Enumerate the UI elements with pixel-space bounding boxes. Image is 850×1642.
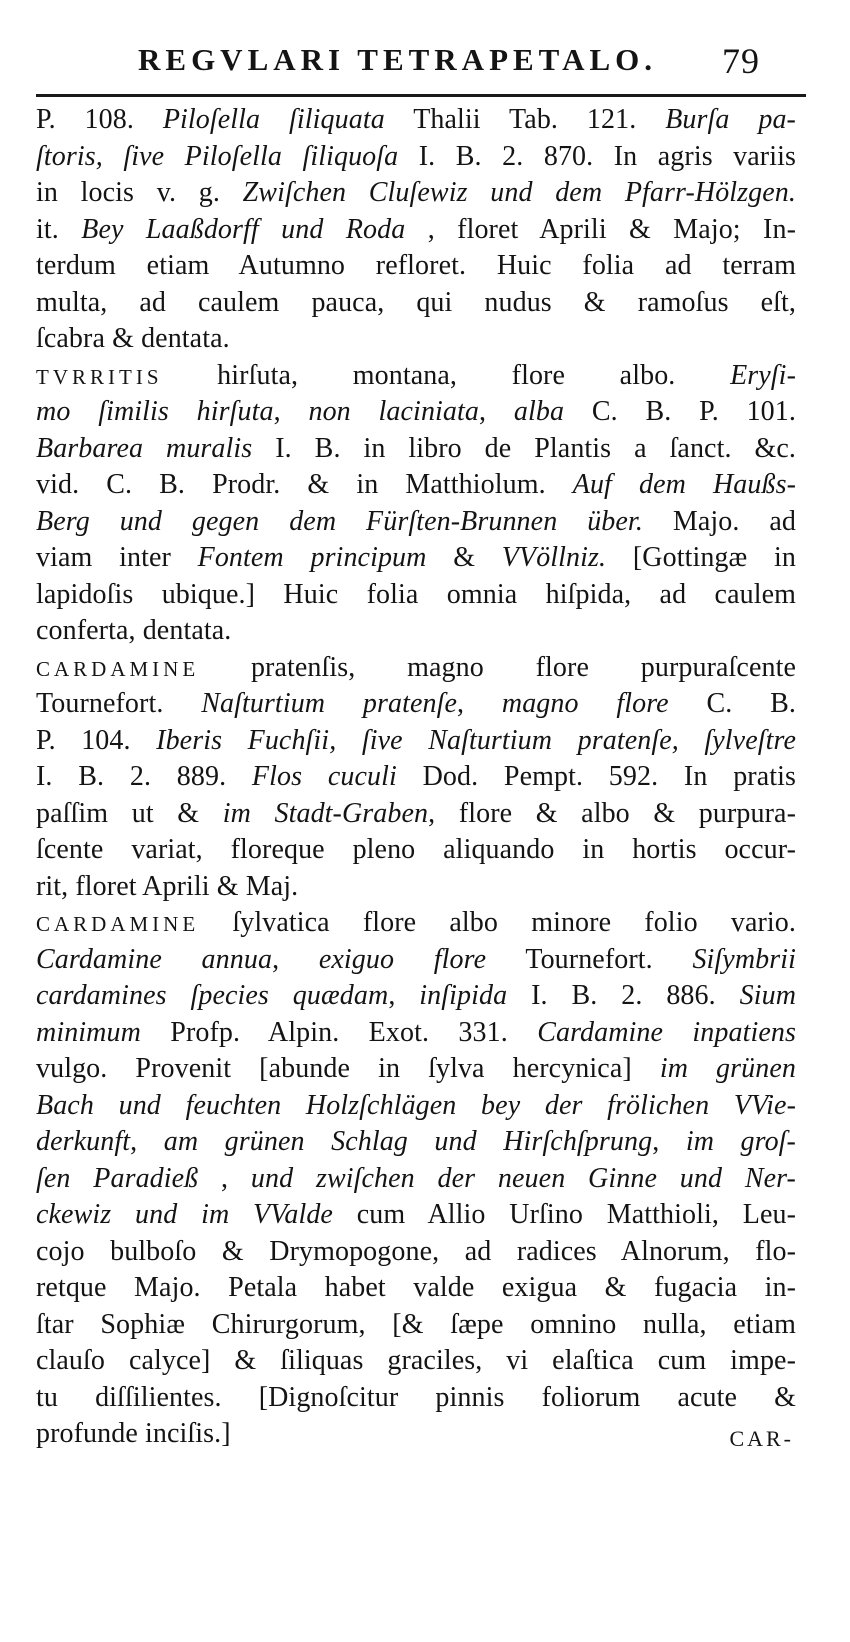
italic-run: Naſturtium pratenſe — [201, 688, 457, 719]
text-run: Tournefort. — [486, 943, 693, 975]
italic-run: alba — [513, 396, 565, 427]
text-run: C. B. P. 101. — [564, 396, 796, 427]
text-line — [36, 1197, 796, 1234]
text-line — [36, 905, 796, 942]
header-rule — [36, 94, 806, 97]
text-run: P. 104. — [36, 724, 157, 756]
text-run: , — [273, 396, 309, 427]
text-run: , — [198, 1162, 251, 1194]
text-run: , floret Aprili & Majo; In- — [405, 213, 796, 245]
italic-run: ſtoris, ſive Piloſella ſiliquoſa — [36, 140, 399, 172]
text-run: , flore & albo & purpura- — [428, 797, 796, 829]
text-line — [36, 869, 796, 906]
text-run: , — [457, 688, 502, 719]
text-run: Dod. Pempt. 592. In pratis — [396, 761, 796, 792]
italic-run: minimum — [36, 1016, 141, 1048]
text-line — [36, 796, 796, 833]
italic-run: Bey Laaßdorff und Roda — [81, 213, 406, 245]
running-title: REGVLARI TETRAPETALO. — [138, 42, 657, 77]
text-run: ſylvatica flore albo minore folio vario. — [199, 907, 796, 938]
italic-run: Zwiſchen Cluſewiz und dem Pfarr-Hölzgen. — [242, 177, 796, 208]
text-run: C. B. — [668, 688, 797, 719]
text-run: , — [479, 396, 514, 427]
italic-run: Cardamine annua — [36, 943, 273, 975]
italic-run: Cardamine inpatiens — [537, 1016, 796, 1048]
text-run: viam inter — [36, 542, 198, 573]
text-line — [36, 139, 796, 176]
text-line — [36, 212, 796, 249]
text-run: , — [652, 1126, 686, 1157]
italic-run: im grünen — [659, 1053, 796, 1084]
text-run: Tournefort. — [36, 688, 202, 719]
running-head — [120, 38, 760, 84]
text-run: in locis v. g. — [36, 177, 243, 208]
text-line — [36, 1051, 796, 1088]
text-line — [36, 723, 796, 760]
text-line — [36, 504, 796, 541]
italic-run: Berg und gegen dem Fürſten-Brunnen über. — [36, 505, 643, 537]
text-line — [36, 942, 796, 979]
text-run: clauſo calyce] & ſiliquas graciles, vi elaſtica cum impe- — [36, 1345, 796, 1376]
italic-run: im groſ- — [685, 1126, 796, 1157]
italic-run: Bach und feuchten Holzſchlägen bey der frölichen VVie- — [36, 1089, 796, 1121]
text-run: pratenſis, magno flore purpuraſcente — [199, 651, 796, 683]
text-run: hirſuta, montana, flore albo. — [162, 359, 731, 391]
plant-name: TVRRITIS — [36, 364, 163, 389]
text-run: tu diſſilientes. [Dignoſcitur pinnis foliorum acute & — [36, 1381, 796, 1413]
text-line — [36, 431, 796, 468]
text-line — [36, 650, 796, 687]
text-line — [36, 1307, 796, 1344]
italic-run: Eryſi- — [730, 359, 796, 391]
italic-run: im Stadt-Graben — [222, 797, 429, 829]
italic-run: ckewiz und im VValde — [36, 1199, 333, 1230]
text-run: Profp. Alpin. Exot. 331. — [140, 1016, 538, 1048]
text-line — [36, 1234, 796, 1271]
text-run: I. B. 2. 889. — [36, 761, 252, 792]
italic-run: mo ſimilis hirſuta — [36, 396, 274, 427]
text-line — [36, 1416, 796, 1453]
italic-run: Iberis Fuchſii, ſive Naſturtium pratenſe, ſylveſtre — [156, 724, 796, 756]
text-run: I. B. in libro de Plantis a ſanct. &c. — [252, 432, 796, 464]
text-run: & — [426, 542, 502, 573]
plant-name: CARDAMINE — [36, 656, 200, 681]
text-line — [36, 686, 796, 723]
text-line — [36, 613, 796, 650]
text-run: profunde inciſis.] — [36, 1418, 231, 1449]
italic-run: derkunft — [36, 1126, 131, 1157]
text-line — [36, 248, 796, 285]
text-run: vid. C. B. Prodr. & in Matthiolum. — [36, 469, 573, 500]
catchword: CAR- — [729, 1426, 794, 1451]
text-line — [36, 175, 796, 212]
italic-run: VVöllniz. — [501, 542, 607, 573]
text-line — [36, 394, 796, 431]
text-run: I. B. 2. 870. In agris variis — [398, 140, 796, 172]
page-number: 79 — [722, 41, 760, 81]
text-run: I. B. 2. 886. — [507, 980, 740, 1011]
text-run: Thalii Tab. 121. — [384, 104, 666, 135]
text-line — [36, 1124, 796, 1161]
text-line — [36, 1161, 796, 1198]
text-run: , — [388, 980, 420, 1011]
text-run: ſtar Sophiæ Chirurgorum, [& ſæpe omnino nulla, etiam — [36, 1308, 796, 1340]
text-run: ſcente variat, floreque pleno aliquando in hortis occur- — [36, 834, 796, 865]
text-run: terdum etiam Autumno refloret. Huic folia ad terram — [36, 250, 796, 281]
text-line — [36, 978, 796, 1015]
italic-run: Barbarea muralis — [36, 432, 253, 464]
text-line — [36, 1380, 796, 1417]
text-run: it. — [36, 213, 82, 245]
italic-run: magno flore — [501, 688, 669, 719]
italic-run: Flos cuculi — [251, 761, 397, 792]
text-run: lapidoſis ubique.] Huic folia omnia hiſpida, ad caulem — [36, 578, 796, 610]
italic-run: non laciniata — [308, 396, 479, 427]
text-line — [36, 102, 796, 139]
italic-run: cardamines ſpecies quædam — [36, 980, 389, 1011]
text-run: retque Majo. Petala habet valde exigua & fugacia in- — [36, 1272, 796, 1303]
text-line — [36, 1015, 796, 1052]
text-run: vulgo. Provenit [abunde in ſylva hercynica] — [36, 1053, 660, 1084]
text-run: conferta, dentata. — [36, 615, 232, 646]
text-run: [Gottingæ in — [606, 542, 796, 573]
text-line — [36, 358, 796, 395]
text-run: , — [272, 943, 319, 975]
text-line — [36, 540, 796, 577]
text-line — [36, 321, 796, 358]
italic-run: Siſymbrii — [692, 943, 797, 975]
italic-run: inſipida — [419, 980, 508, 1011]
italic-run: ſen Paradieß — [36, 1162, 199, 1194]
italic-run: Sium — [739, 980, 797, 1011]
paragraph — [36, 102, 796, 358]
text-run: ſcabra & dentata. — [36, 323, 230, 354]
italic-run: Burſa pa- — [665, 104, 796, 135]
text-run: , — [130, 1126, 164, 1157]
text-run: Majo. ad — [642, 505, 796, 537]
text-run: rit, floret Aprili & Maj. — [36, 870, 299, 902]
plant-name: CARDAMINE — [36, 912, 200, 936]
italic-run: Piloſella ſiliquata — [162, 104, 385, 135]
text-line — [36, 832, 796, 869]
text-line — [36, 285, 796, 322]
paragraph — [36, 358, 796, 650]
italic-run: exiguo flore — [318, 943, 487, 975]
text-line — [36, 759, 796, 796]
italic-run: Auf dem Haußs- — [572, 469, 797, 500]
italic-run: Fontem principum — [197, 542, 427, 573]
body-text — [36, 102, 796, 1453]
italic-run: und zwiſchen der neuen Ginne und Ner- — [250, 1162, 796, 1194]
text-line — [36, 467, 796, 504]
text-line — [36, 577, 796, 614]
text-line — [36, 1343, 796, 1380]
italic-run: am grünen Schlag und Hirſchſprung — [163, 1126, 653, 1157]
paragraph — [36, 905, 796, 1453]
text-run: paſſim ut & — [36, 797, 223, 829]
text-run: cum Allio Urſino Matthioli, Leu- — [332, 1199, 796, 1230]
text-run: cojo bulboſo & Drymopogone, ad radices Alnorum, flo- — [36, 1235, 796, 1267]
text-line — [36, 1088, 796, 1125]
text-line — [36, 1270, 796, 1307]
text-run: multa, ad caulem pauca, qui nudus & ramoſus eſt, — [36, 286, 796, 318]
paragraph — [36, 650, 796, 906]
text-run: P. 108. — [36, 104, 163, 135]
